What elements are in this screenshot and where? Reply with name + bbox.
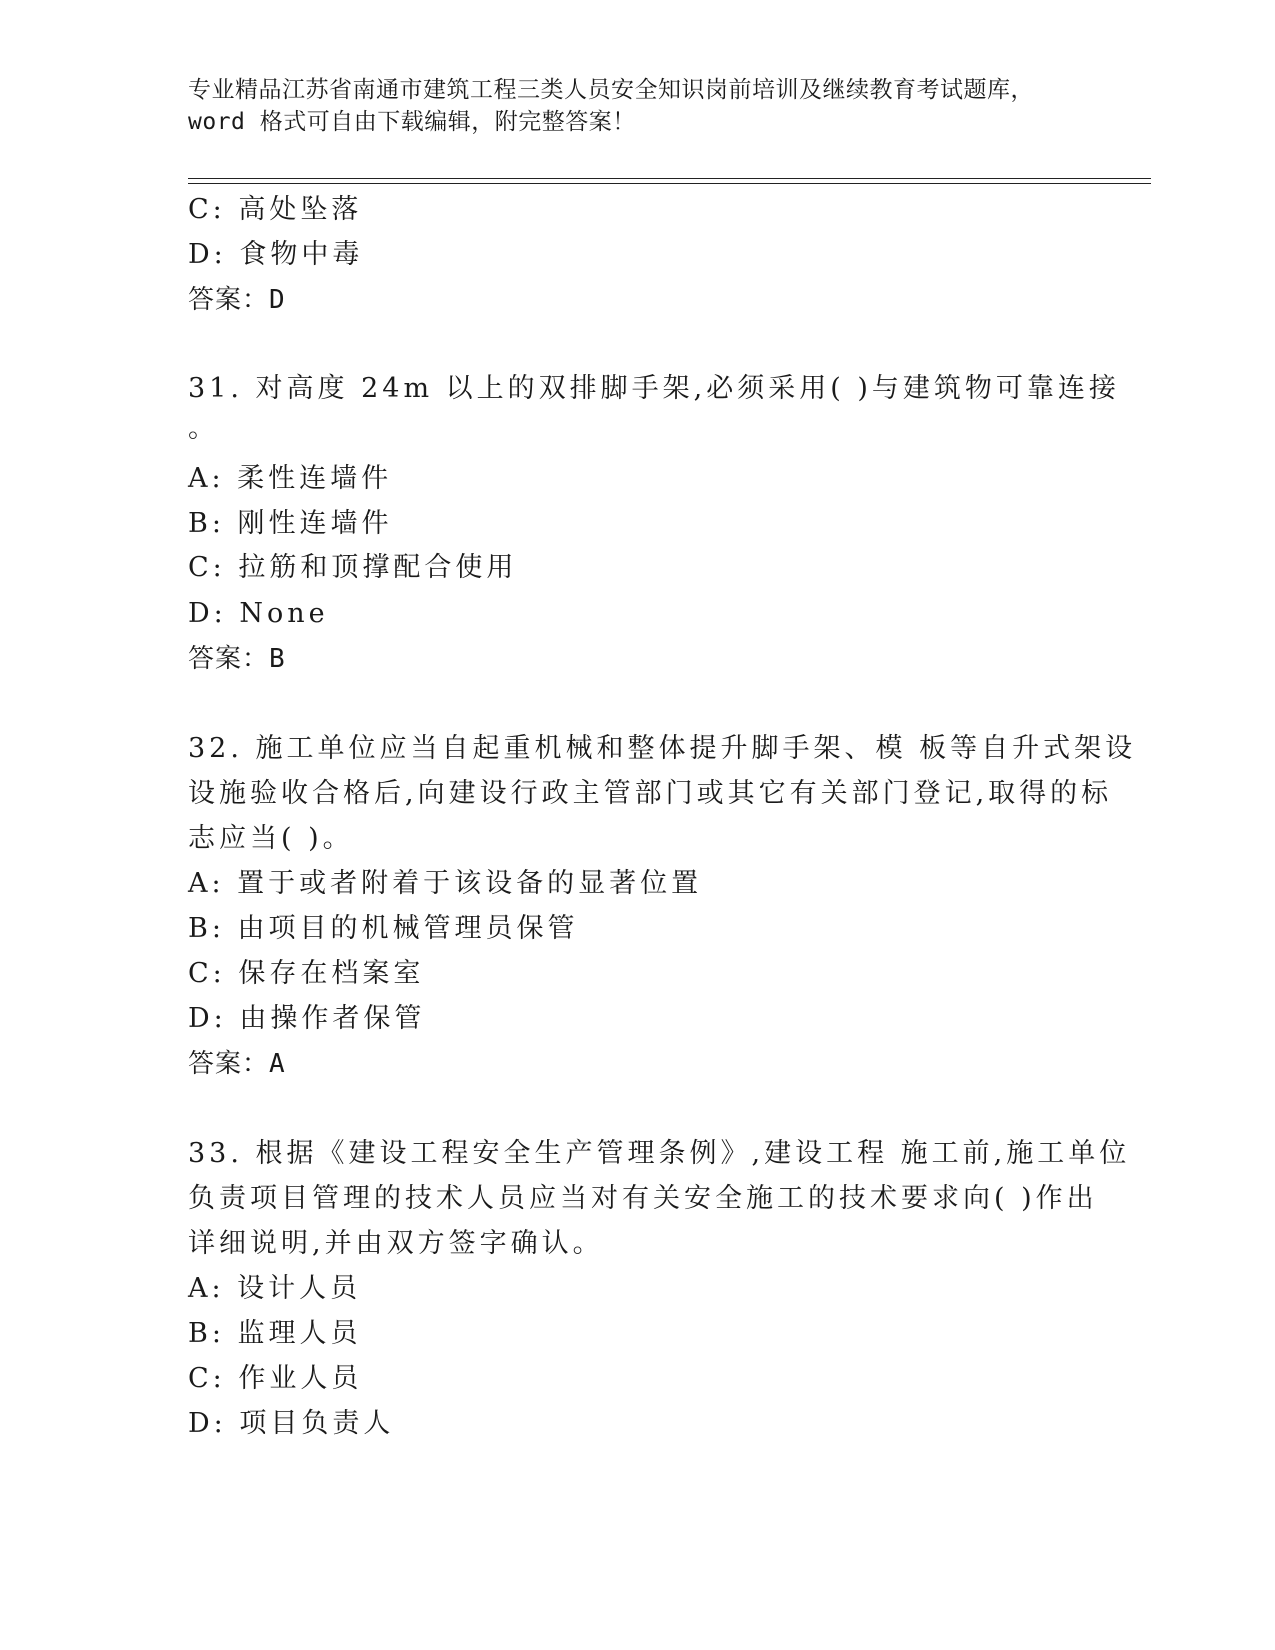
q32-option-c: C: 保存在档案室 bbox=[188, 958, 425, 989]
q32-answer: 答案：A bbox=[188, 1049, 286, 1079]
q33-option-a: A: 设计人员 bbox=[188, 1273, 362, 1304]
header-line-2: word 格式可自由下载编辑，附完整答案！ bbox=[188, 109, 636, 135]
q30-answer: 答案：D bbox=[188, 285, 286, 315]
q33-stem-line-2: 负责项目管理的技术人员应当对有关安全施工的技术要求向( )作出 bbox=[188, 1183, 1098, 1214]
q32-stem-line-1: 32. 施工单位应当自起重机械和整体提升脚手架、模 板等自升式架设 bbox=[188, 733, 1137, 764]
q31-option-c: C: 拉筋和顶撑配合使用 bbox=[188, 552, 518, 583]
header-divider-bottom bbox=[188, 183, 1151, 184]
q33-option-b: B: 监理人员 bbox=[188, 1318, 362, 1349]
q31-option-d: D: None bbox=[188, 598, 329, 629]
q31-answer: 答案：B bbox=[188, 644, 286, 674]
q32-option-a: A: 置于或者附着于该设备的显著位置 bbox=[188, 868, 703, 899]
q31-option-a: A: 柔性连墙件 bbox=[188, 463, 393, 494]
q31-stem-line-1: 31. 对高度 24m 以上的双排脚手架,必须采用( )与建筑物可靠连接 bbox=[188, 373, 1120, 404]
q32-option-d: D: 由操作者保管 bbox=[188, 1003, 426, 1034]
q31-stem-line-2: 。 bbox=[188, 413, 219, 444]
q33-option-c: C: 作业人员 bbox=[188, 1363, 363, 1394]
document-header bbox=[188, 74, 1088, 138]
header-line-1: 专业精品江苏省南通市建筑工程三类人员安全知识岗前培训及继续教育考试题库， bbox=[188, 77, 1034, 103]
q32-stem-line-3: 志应当( )。 bbox=[188, 823, 354, 854]
q32-option-b: B: 由项目的机械管理员保管 bbox=[188, 913, 579, 944]
q33-option-d: D: 项目负责人 bbox=[188, 1408, 395, 1439]
q33-stem-line-3: 详细说明,并由双方签字确认。 bbox=[188, 1228, 604, 1259]
q30-option-c: C: 高处坠落 bbox=[188, 194, 363, 225]
header-divider-top bbox=[188, 178, 1151, 179]
q30-option-d: D: 食物中毒 bbox=[188, 239, 364, 270]
q31-option-b: B: 刚性连墙件 bbox=[188, 508, 393, 539]
q33-stem-line-1: 33. 根据《建设工程安全生产管理条例》,建设工程 施工前,施工单位 bbox=[188, 1138, 1131, 1169]
q32-stem-line-2: 设施验收合格后,向建设行政主管部门或其它有关部门登记,取得的标 bbox=[188, 778, 1113, 809]
